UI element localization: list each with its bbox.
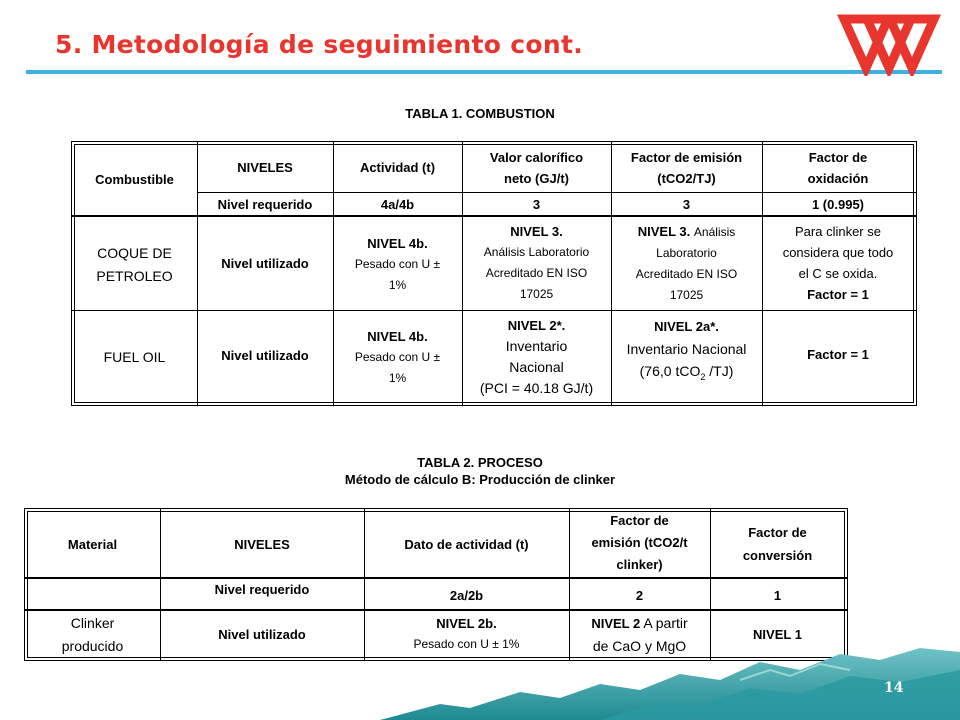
- coque-factor-oxidacion: [762, 218, 914, 308]
- cell-line: Pesado con U ±: [354, 349, 441, 364]
- slide-title: 5. Metodología de seguimiento cont.: [55, 30, 584, 59]
- row-divider: [72, 215, 916, 217]
- required-actividad: 4a/4b: [380, 196, 415, 212]
- cell-line: el C se oxida.: [798, 266, 878, 281]
- header-line: Factor de: [748, 525, 807, 540]
- cell-line: 1%: [388, 277, 407, 292]
- header-factor-emision: [611, 144, 762, 192]
- nivel-utilizado-label: Nivel utilizado: [221, 347, 309, 363]
- cell-line: NIVEL 4b.: [367, 328, 428, 344]
- used-factor-conversion: NIVEL 1: [753, 626, 802, 642]
- coque-actividad: [333, 224, 462, 304]
- header-line: Factor de: [610, 513, 669, 528]
- required-dato: 2a/2b: [449, 587, 484, 603]
- fuel-line: COQUE DE: [97, 245, 172, 261]
- cell-text: NIVEL 3.: [637, 223, 691, 239]
- table1-caption: TABLA 1. COMBUSTION: [405, 106, 555, 121]
- cell-line: Acreditado EN ISO: [635, 266, 738, 281]
- company-logo: [836, 10, 942, 76]
- header-line: clinker): [616, 557, 663, 572]
- fuel-valor: [462, 312, 611, 402]
- cell-line: [591, 612, 687, 635]
- header-factor-oxidacion: [762, 144, 914, 192]
- cell-line: NIVEL 2*.: [507, 318, 566, 333]
- cell-line: 1%: [388, 370, 407, 385]
- material-line: producido: [61, 638, 124, 654]
- cell-line: Acreditado EN ISO: [485, 266, 588, 280]
- cell-text: (76,0 tCO: [639, 363, 701, 380]
- nivel-requerido-label: Nivel requerido: [217, 196, 313, 212]
- header-actividad: Actividad (t): [359, 159, 436, 175]
- cell-line: Pesado con U ±: [354, 256, 441, 271]
- nivel-utilizado-label: Nivel utilizado: [221, 255, 309, 271]
- fuel-line: PETROLEO: [96, 268, 173, 284]
- header-factor-conversion: [710, 519, 845, 569]
- required-factor-conversion: 1: [773, 587, 782, 603]
- header-line: emisión (tCO2/t: [591, 535, 688, 550]
- cell-line: Pesado con U ± 1%: [413, 637, 520, 651]
- cell-line: [640, 360, 734, 388]
- nivel-utilizado-label: Nivel utilizado: [218, 626, 306, 642]
- header-line: Factor de emisión: [630, 150, 743, 165]
- required-factor-emision: 3: [682, 196, 691, 212]
- fuel-factor-oxidacion: Factor = 1: [807, 346, 869, 362]
- cell-text: A partir: [640, 614, 688, 631]
- cell-line: 17025: [669, 287, 704, 302]
- cell-line: Para clinker se: [795, 224, 881, 239]
- table1-combustion: [71, 141, 917, 406]
- cell-line: [638, 221, 736, 243]
- required-valor: 3: [532, 196, 541, 212]
- header-line: conversión: [742, 548, 813, 563]
- header-valor-calorifico: [462, 144, 611, 192]
- table2-subcaption: Método de cálculo B: Producción de clinker: [344, 472, 616, 487]
- cell-line: Inventario Nacional: [626, 341, 747, 358]
- title-underline: [26, 70, 942, 74]
- cell-line: de CaO y MgO: [592, 637, 687, 654]
- cell-line: NIVEL 2b.: [436, 616, 497, 631]
- cell-line: NIVEL 4b.: [367, 235, 428, 251]
- fuel-coque: [72, 230, 197, 300]
- row-divider: [25, 577, 847, 579]
- page-number: 14: [884, 680, 904, 696]
- cell-line: Análisis Laboratorio: [483, 245, 590, 259]
- table2-caption: TABLA 2. PROCESO: [417, 455, 543, 470]
- header-line: neto (GJ/t): [504, 171, 569, 186]
- cell-line: (PCI = 40.18 GJ/t): [479, 380, 594, 396]
- cell-line: Inventario: [505, 338, 568, 354]
- fuel-fuel-oil: FUEL OIL: [103, 348, 166, 365]
- fuel-actividad: [333, 317, 462, 397]
- header-factor-emision: [569, 509, 710, 577]
- cell-line: Laboratorio: [656, 245, 717, 260]
- header-niveles: NIVELES: [234, 536, 290, 552]
- cell-text: Análisis: [693, 224, 736, 239]
- cell-text: NIVEL 2: [591, 615, 641, 631]
- header-line: (tCO2/TJ): [657, 171, 716, 186]
- cell-text: /TJ): [705, 363, 734, 380]
- header-niveles: NIVELES: [237, 159, 293, 175]
- fuel-factor-emision: [611, 316, 762, 388]
- mountain-decoration: [0, 640, 960, 720]
- material-line: Clinker: [70, 615, 115, 631]
- header-line: Factor de: [808, 150, 868, 165]
- cell-line: considera que todo: [782, 245, 894, 260]
- cell-line: Nacional: [509, 359, 564, 375]
- required-factor-emision: 2: [635, 587, 644, 603]
- header-line: oxidación: [807, 171, 869, 186]
- cell-line: NIVEL 3.: [510, 224, 563, 239]
- header-line: Valor calorífico: [489, 150, 584, 165]
- cell-line: NIVEL 2a*.: [654, 319, 719, 335]
- header-combustible: Combustible: [95, 172, 174, 187]
- cell-subscript: 2: [700, 371, 706, 382]
- cell-line: Factor = 1: [807, 287, 869, 302]
- required-factor-oxidacion: 1 (0.995): [811, 196, 865, 212]
- header-dato-actividad: Dato de actividad (t): [404, 536, 529, 552]
- coque-valor: [462, 218, 611, 308]
- coque-factor-emision: [611, 218, 762, 308]
- cell-line: 17025: [519, 287, 554, 301]
- header-material: Material: [67, 536, 118, 552]
- row-divider: [72, 310, 916, 311]
- nivel-requerido-label: Nivel requerido: [214, 581, 310, 597]
- table2-proceso: [24, 508, 848, 661]
